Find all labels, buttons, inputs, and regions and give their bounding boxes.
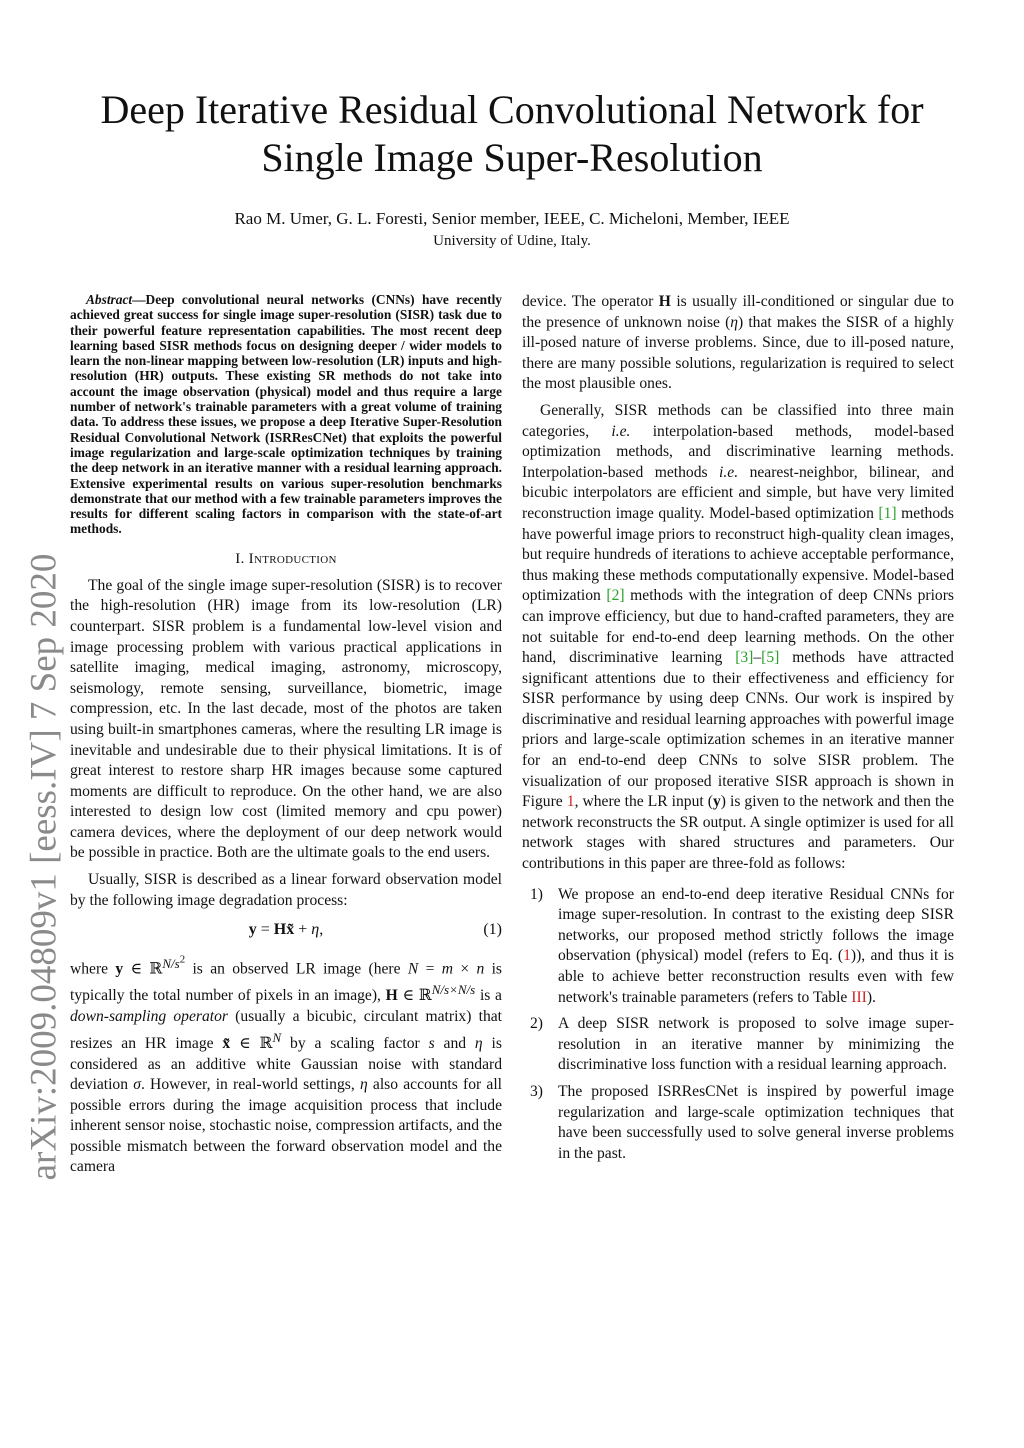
author-list: Rao M. Umer, G. L. Foresti, Senior member, IEEE, C. Micheloni, Member, IEEE <box>234 209 790 228</box>
equation-1 <box>70 919 502 941</box>
contributions-list <box>522 885 954 1165</box>
list-item: 1) We propose an end-to-end deep iterative Residual CNNs for image super-resolution. In contrast to the existing deep SISR networks, our proposed method strictly follows the image observation (physical) model (refers to Eq. (1)), and thus it is able to achieve better reconstruction results even with few network's trainable parameters (refers to Table III). <box>530 885 954 1006</box>
equation-link-1[interactable]: 1 <box>843 947 851 965</box>
table-link-3[interactable]: III <box>851 988 867 1006</box>
intro-paragraph-2: Usually, SISR is described as a linear forward observation model by the following image degradation process: <box>70 871 502 909</box>
citation-link-1[interactable]: [1] <box>878 504 897 522</box>
list-item: 3) The proposed ISRResCNet is inspired by powerful image regularization and large-scale optimization techniques that have been successfully used to solve general inverse problems in the past. <box>530 1082 954 1162</box>
right-paragraph-2: Generally, SISR methods can be classified into three main categories, i.e. interpolation-based methods, model-based optimization methods, and discriminative learning methods. Interpolation-based methods i.e. nearest-neighbor, bilinear, and bicubic interpolators are efficient and simple, but have very limited reconstruction image quality. Model-based optimization [1] methods have powerful image priors to reconstruct high-quality clean images, but require hundreds of iterations to achieve acceptable performance, thus making these methods computationally expensive. Model-based optimization [2] methods with the integration of deep CNNs priors can improve efficiency, but due to hand-crafted parameters, they are not suitable for end-to-end deep learning methods. On the other hand, discriminative learning [3]–[5] methods have attracted significant attentions due to their effectiveness and efficiency for SISR performance by using deep CNNs. Our work is inspired by discriminative and residual learning approaches with powerful image priors and large-scale optimization schemes in an iterative manner for an end-to-end deep CNNs to solve SISR problem. The visualization of our proposed iterative SISR approach is shown in Figure 1, where the LR input (y) is given to the network and then the network reconstructs the SR output. A single optimizer is used for all network stages with shared structures and parameters. Our contributions in this paper are three-fold as follows: <box>522 401 955 873</box>
intro-paragraph-3: where y ∈ ℝ$^{N/s^2}$ is an observed LR image (here N = m × n is typically the total number of pixels in an image), H ∈ ℝ$^{N/s\times N/s}$ is a down-sampling operator (usually a bicubic, circulant matrix) that resizes an HR image x̃ ∈ ℝ$^N$ by a scaling factor s and η is considered as an additive white Gaussian noise with standard deviation σ. However, in real-world settings, η also accounts for all possible errors during the image acquisition process that include inherent sensor noise, stochastic noise, compression artifacts, and the possible mismatch between the forward observation model and the camera <box>70 953 502 1176</box>
right-paragraph-1: device. The operator H is usually ill-conditioned or singular due to the presence of unknown noise (η) that makes the SISR of a highly ill-posed nature of inverse problems. Since, due to ill-posed nature, there are many possible solutions, regularization is required to select the most plausible ones. <box>522 293 954 393</box>
paper-title: Deep Iterative Residual Convolutional Network for Single Image Super-Resolution <box>100 87 924 180</box>
right-column <box>522 292 954 1170</box>
equation-number: (1) <box>483 921 502 939</box>
equation-expression: y = Hx̃ + η, <box>248 921 324 939</box>
abstract-text: —Deep convolutional neural networks (CNNs) have recently achieved great success for single image super-resolution (SISR) task due to their powerful feature representation capabilities. The most recent deep learning based SISR methods focus on designing deeper / wider models to learn the non-linear mapping between low-resolution (LR) inputs and high-resolution (HR) outputs. These existing SR methods do not take into account the image observation (physical) model and thus require a large number of network's trainable parameters with a great volume of training data. To address these issues, we propose a deep Iterative Super-Resolution Residual Convolutional Network (ISRResCNet) that exploits the powerful image regularization and large-scale optimization techniques by training the deep network in an iterative manner with a residual learning approach. Extensive experimental results on various super-resolution benchmarks demonstrate that our method with a few trainable parameters improves the results for different scaling factors in comparison with the state-of-art methods. <box>70 292 502 537</box>
citation-link-3[interactable]: [3] <box>735 649 754 667</box>
section-heading-introduction: I. Introduction <box>235 550 337 567</box>
affiliation: University of Udine, Italy. <box>433 233 591 249</box>
citation-link-2[interactable]: [2] <box>606 587 625 605</box>
arxiv-watermark: arXiv:2009.04809v1 [eess.IV] 7 Sep 2020 <box>23 553 65 1181</box>
left-column <box>70 292 502 1184</box>
intro-paragraph-1: The goal of the single image super-resolution (SISR) is to recover the high-resolution (HR) image from its low-resolution (LR) counterpart. SISR problem is a fundamental low-level vision and image processing problem with various practical applications in satellite imaging, medical imaging, astronomy, microscopy, seismology, remote sensing, surveillance, biometric, image compression, etc. In the last decade, most of the photos are taken using built-in smartphones cameras, where the resulting LR image is inevitable and undesirable due to their physical limitations. It is of great interest to restore sharp HR images because some captured moments are difficult to reproduce. On the other hand, we are also interested to design low cost (limited memory and cpu power) camera devices, where the deployment of our deep network would be possible in practice. Both are the ultimate goals to the end users. <box>70 576 502 862</box>
figure-link-1[interactable]: 1 <box>566 793 575 811</box>
list-item: 2) A deep SISR network is proposed to solve image super-resolution in an iterative manner by minimizing the discriminative loss function with a residual learning approach. <box>530 1015 954 1074</box>
citation-link-5[interactable]: [5] <box>761 649 780 667</box>
abstract <box>70 292 502 537</box>
abstract-label: Abstract <box>86 292 133 307</box>
